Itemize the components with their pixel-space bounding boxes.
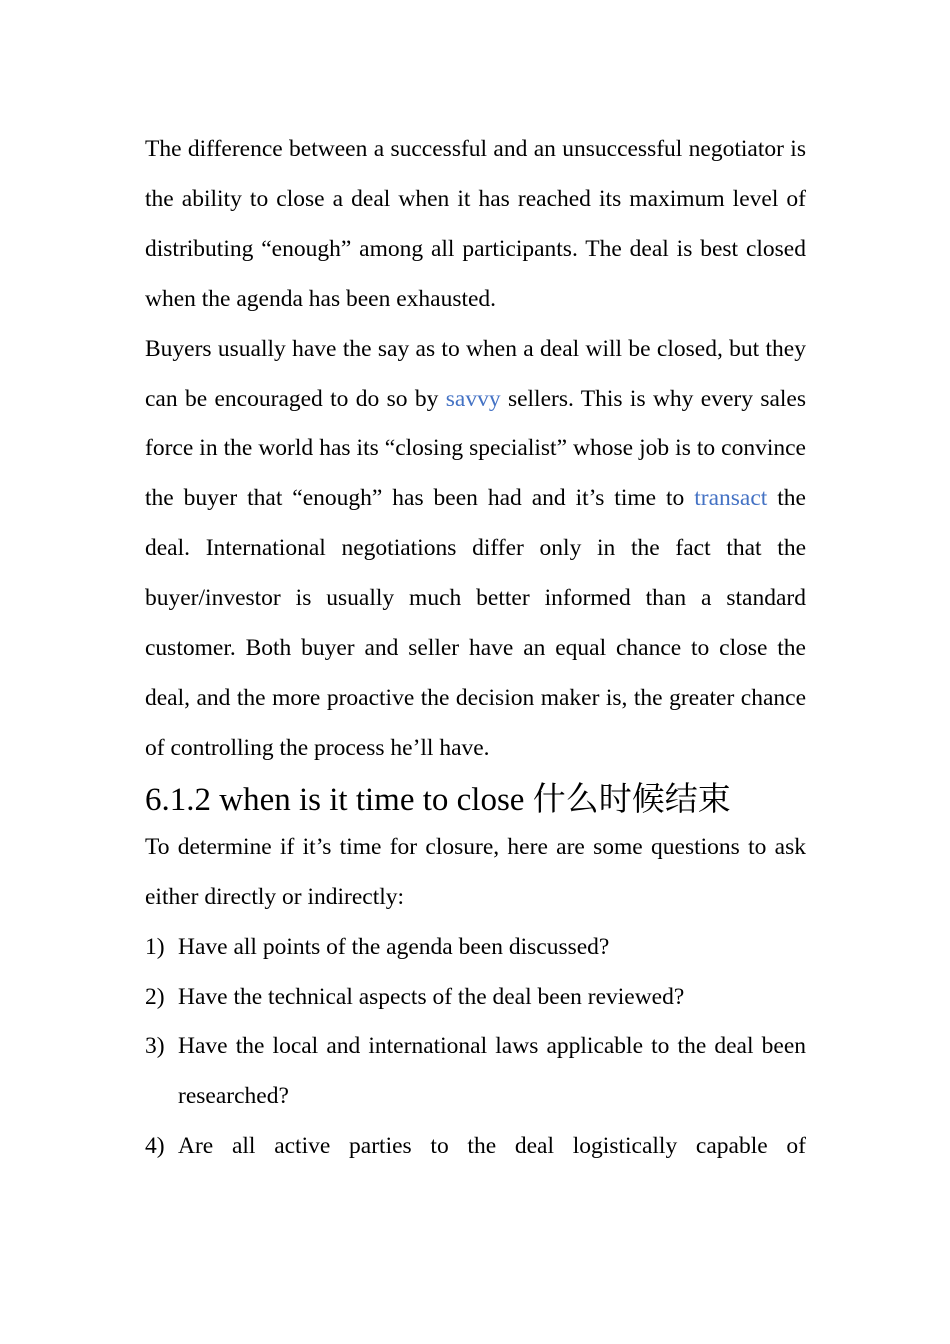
list-item-number: 4) xyxy=(145,1133,165,1160)
list-item-number: 2) xyxy=(145,983,165,1010)
paragraph-questions-intro: To determine if it’s time for closure, here are some questions to ask either directly or indirectly: xyxy=(145,833,806,910)
list-item-number: 1) xyxy=(145,933,165,960)
list-item xyxy=(145,923,806,973)
list-item-number: 3) xyxy=(145,1033,165,1060)
questions-list xyxy=(145,923,806,1173)
list-item-text: Have all points of the agenda been discussed? xyxy=(178,933,610,960)
document-page xyxy=(145,125,806,1172)
paragraph-closing xyxy=(145,325,806,774)
list-item-text: Have the technical aspects of the deal been reviewed? xyxy=(178,983,685,1010)
paragraph-closing-text-1: Buyers usually have the say as to when a deal will be closed, but they can be encouraged to do so by xyxy=(145,335,806,412)
list-item xyxy=(145,973,806,1023)
list-item xyxy=(145,1022,806,1122)
list-item-text: Have the local and international laws applicable to the deal been researched? xyxy=(178,1033,806,1110)
list-item xyxy=(145,1122,806,1172)
paragraph-closing-text-2: sellers. This is why every sales force in the world has its “closing specialist” whose job is to convince the buyer that “enough” has been had and it’s time to xyxy=(145,385,807,512)
paragraph-intro: The difference between a successful and an unsuccessful negotiator is the ability to close a deal when it has reached its maximum level of distributing “enough” among all participants. The deal is best closed when the agenda has been exhausted. xyxy=(145,136,806,312)
link-savvy[interactable]: savvy xyxy=(445,385,501,412)
section-heading: 6.1.2 when is it time to close 什么时候结束 xyxy=(145,781,731,818)
list-item-text: Are all active parties to the deal logistically capable of xyxy=(178,1133,806,1160)
paragraph-closing-text-3: the deal. International negotiations differ only in the fact that the buyer/investor is usually much better informed than a standard customer. Both buyer and seller have an equal chance to close the deal, and the more proactive the decision maker is, the greater chance of controlling the process he’ll have. xyxy=(145,485,806,761)
link-transact[interactable]: transact xyxy=(694,485,768,512)
